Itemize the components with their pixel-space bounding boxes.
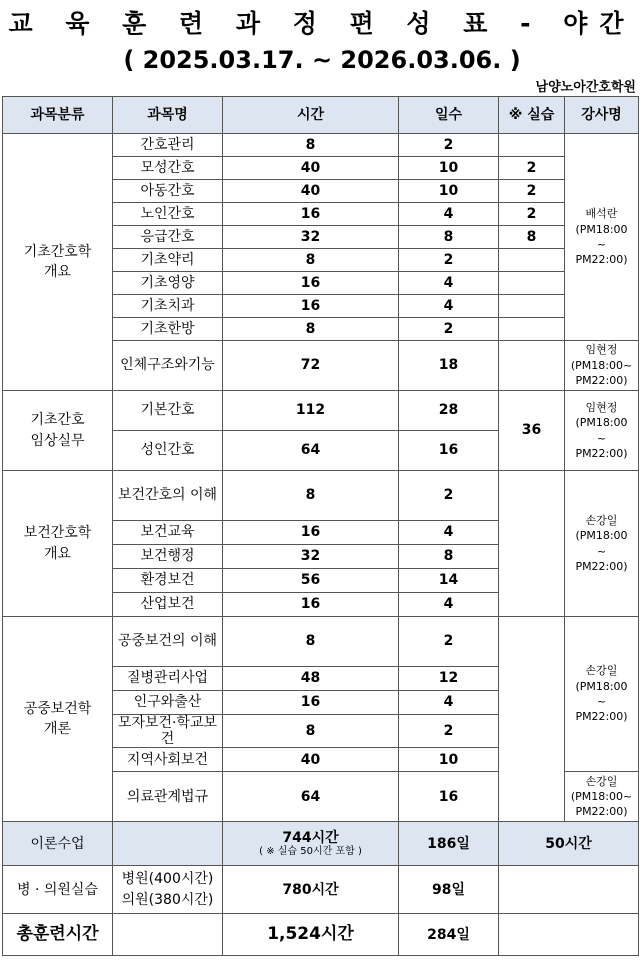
hours-cell: 8 (223, 471, 399, 521)
subject-cell: 지역사회보건 (113, 748, 223, 772)
practice-cell: 36 (499, 391, 565, 471)
subject-cell: 의료관계법규 (113, 772, 223, 822)
col-header-hours: 시간 (223, 97, 399, 134)
hours-cell: 16 (223, 521, 399, 545)
clinical-label: 병 · 의원실습 (3, 866, 113, 914)
subject-cell: 아동간호 (113, 180, 223, 203)
days-cell: 10 (399, 748, 499, 772)
days-cell: 10 (399, 157, 499, 180)
practice-cell: 8 (499, 226, 565, 249)
hours-cell: 8 (223, 617, 399, 667)
total-detail (113, 914, 223, 956)
subject-cell: 모성간호 (113, 157, 223, 180)
practice-cell: 2 (499, 157, 565, 180)
days-cell: 16 (399, 431, 499, 471)
page-title: 교 육 훈 련 과 정 편 성 표 - 야간 (8, 9, 636, 38)
practice-cell: 2 (499, 180, 565, 203)
total-hours: 1,524시간 (223, 914, 399, 956)
hours-cell: 40 (223, 180, 399, 203)
hours-cell: 48 (223, 667, 399, 691)
days-cell: 4 (399, 691, 499, 715)
days-cell: 10 (399, 180, 499, 203)
clinical-blank (499, 866, 639, 914)
subject-cell: 간호관리 (113, 134, 223, 157)
clinical-hours: 780시간 (223, 866, 399, 914)
subject-cell: 인구와출산 (113, 691, 223, 715)
days-cell: 2 (399, 249, 499, 272)
summary-row-clinical (3, 866, 639, 914)
practice-cell (499, 318, 565, 341)
hours-cell: 16 (223, 203, 399, 226)
days-cell: 12 (399, 667, 499, 691)
subject-cell: 기초치과 (113, 295, 223, 318)
summary-row-theory (3, 822, 639, 866)
days-cell: 2 (399, 318, 499, 341)
instructor-cell: 손강일 (PM18:00~ PM22:00) (565, 772, 639, 822)
category-public-health-nursing: 보건간호학 개요 (3, 471, 113, 617)
instructor-cell: 임현정 (PM18:00 ~ PM22:00) (565, 391, 639, 471)
hours-cell: 64 (223, 431, 399, 471)
hours-cell: 112 (223, 391, 399, 431)
instructor-cell: 손강일 (PM18:00 ~ PM22:00) (565, 617, 639, 772)
subject-cell: 모자보건·학교보건 (113, 715, 223, 748)
col-header-subject: 과목명 (113, 97, 223, 134)
col-header-instructor: 강사명 (565, 97, 639, 134)
hours-cell: 72 (223, 341, 399, 391)
days-cell: 16 (399, 772, 499, 822)
hours-cell: 32 (223, 226, 399, 249)
hours-cell: 16 (223, 295, 399, 318)
header-row (3, 97, 639, 134)
practice-cell (499, 272, 565, 295)
days-cell: 28 (399, 391, 499, 431)
table-row (3, 471, 639, 521)
organization-name: 남양노아간호학원 (535, 80, 636, 95)
subject-cell: 기초약리 (113, 249, 223, 272)
category-public-health: 공중보건학 개론 (3, 617, 113, 822)
days-cell: 8 (399, 226, 499, 249)
subject-cell: 기초한방 (113, 318, 223, 341)
category-clinical-practice: 기초간호 임상실무 (3, 391, 113, 471)
curriculum-table (2, 96, 639, 956)
table-row (3, 391, 639, 431)
hours-cell: 40 (223, 157, 399, 180)
subject-cell: 공중보건의 이해 (113, 617, 223, 667)
period: ( 2025.03.17. ~ 2026.03.06. ) (123, 46, 521, 74)
subject-cell: 인체구조와기능 (113, 341, 223, 391)
hours-cell: 16 (223, 272, 399, 295)
days-cell: 4 (399, 521, 499, 545)
subject-cell: 보건행정 (113, 545, 223, 569)
theory-detail (113, 822, 223, 866)
days-cell: 2 (399, 617, 499, 667)
hours-cell: 8 (223, 318, 399, 341)
theory-practice: 50시간 (499, 822, 639, 866)
days-cell: 4 (399, 295, 499, 318)
subject-cell: 성인간호 (113, 431, 223, 471)
hours-cell: 16 (223, 593, 399, 617)
col-header-category: 과목분류 (3, 97, 113, 134)
days-cell: 14 (399, 569, 499, 593)
subject-cell: 기본간호 (113, 391, 223, 431)
instructor-cell: 손강일 (PM18:00 ~ PM22:00) (565, 471, 639, 617)
hours-cell: 56 (223, 569, 399, 593)
hours-cell: 8 (223, 249, 399, 272)
practice-cell (499, 341, 565, 391)
subject-cell: 환경보건 (113, 569, 223, 593)
hours-cell: 64 (223, 772, 399, 822)
days-cell: 2 (399, 715, 499, 748)
hours-cell: 40 (223, 748, 399, 772)
theory-hours: 744시간 (282, 829, 339, 846)
subject-cell: 산업보건 (113, 593, 223, 617)
days-cell: 4 (399, 593, 499, 617)
days-cell: 2 (399, 134, 499, 157)
theory-hours-cell (223, 822, 399, 866)
theory-note: ( ※ 실습 50시간 포함 ) (259, 845, 362, 857)
subject-cell: 기초영양 (113, 272, 223, 295)
instructor-cell: 배석란 (PM18:00 ~ PM22:00) (565, 134, 639, 341)
table-row (3, 134, 639, 157)
subject-cell: 질병관리사업 (113, 667, 223, 691)
practice-cell (499, 249, 565, 272)
days-cell: 4 (399, 272, 499, 295)
total-days: 284일 (399, 914, 499, 956)
table-row (3, 617, 639, 667)
practice-cell (499, 471, 565, 617)
summary-row-total (3, 914, 639, 956)
clinical-days: 98일 (399, 866, 499, 914)
days-cell: 2 (399, 471, 499, 521)
subject-cell: 응급간호 (113, 226, 223, 249)
col-header-practice: ※ 실습 (499, 97, 565, 134)
hours-cell: 32 (223, 545, 399, 569)
total-blank (499, 914, 639, 956)
practice-cell (499, 134, 565, 157)
practice-cell: 2 (499, 203, 565, 226)
days-cell: 8 (399, 545, 499, 569)
subject-cell: 보건교육 (113, 521, 223, 545)
subject-cell: 보건간호의 이해 (113, 471, 223, 521)
total-label: 총훈련시간 (3, 914, 113, 956)
clinical-detail: 병원(400시간) 의원(380시간) (113, 866, 223, 914)
hours-cell: 8 (223, 134, 399, 157)
hours-cell: 8 (223, 715, 399, 748)
days-cell: 18 (399, 341, 499, 391)
hours-cell: 16 (223, 691, 399, 715)
practice-cell (499, 295, 565, 318)
category-basic-nursing: 기초간호학 개요 (3, 134, 113, 391)
theory-days: 186일 (399, 822, 499, 866)
instructor-cell: 임현정 (PM18:00~ PM22:00) (565, 341, 639, 391)
days-cell: 4 (399, 203, 499, 226)
col-header-days: 일수 (399, 97, 499, 134)
practice-cell (499, 617, 565, 822)
theory-label: 이론수업 (3, 822, 113, 866)
subject-cell: 노인간호 (113, 203, 223, 226)
